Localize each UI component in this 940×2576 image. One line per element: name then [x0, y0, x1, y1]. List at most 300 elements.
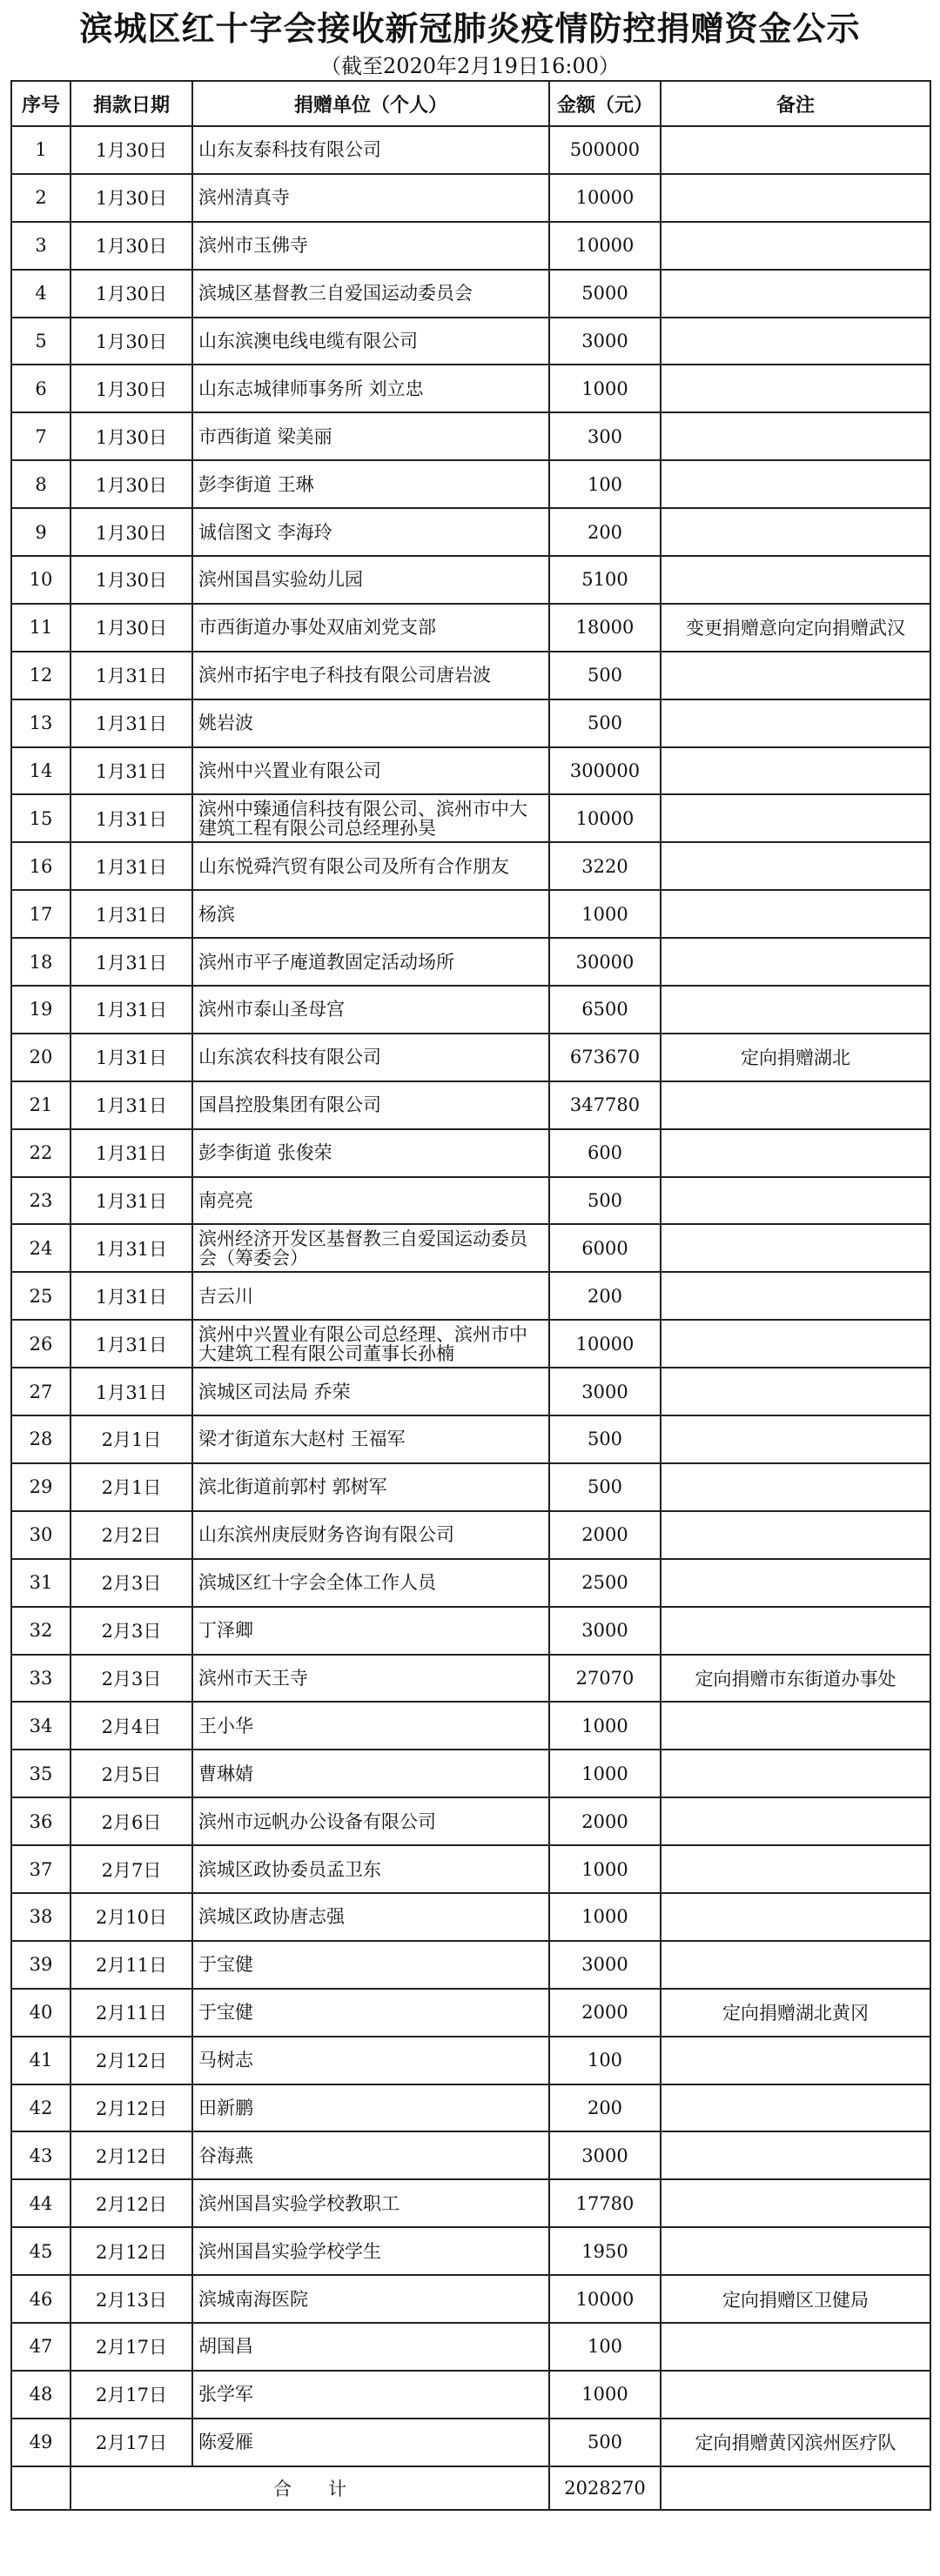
row-date-cell: 2月17日	[70, 2419, 192, 2466]
table-row	[11, 222, 930, 270]
row-amount-cell: 6000	[549, 1224, 661, 1272]
row-donor-cell: 滨州中兴置业有限公司总经理、滨州市中大建筑工程有限公司董事长孙楠	[192, 1320, 549, 1368]
row-no-cell: 9	[11, 508, 70, 556]
row-date-cell: 2月4日	[70, 1702, 192, 1750]
row-note-cell	[661, 938, 930, 986]
table-row	[11, 126, 930, 174]
row-amount-cell: 500000	[549, 126, 661, 174]
table-row	[11, 2371, 930, 2419]
row-no-cell: 48	[11, 2371, 70, 2419]
table-row	[11, 938, 930, 986]
row-no-cell: 31	[11, 1559, 70, 1607]
row-no-cell: 27	[11, 1368, 70, 1415]
row-amount-cell: 2000	[549, 1797, 661, 1845]
row-note-cell: 定向捐赠湖北	[661, 1034, 930, 1081]
row-note-cell	[661, 986, 930, 1034]
row-amount-cell: 600	[549, 1129, 661, 1177]
row-donor-cell: 滨州中兴置业有限公司	[192, 747, 549, 795]
row-amount-cell: 500	[549, 1415, 661, 1463]
row-donor-cell: 滨州市平子庵道教固定活动场所	[192, 938, 549, 986]
row-date-cell: 2月1日	[70, 1463, 192, 1511]
row-date-cell: 1月31日	[70, 1224, 192, 1272]
row-donor-cell: 吉云川	[192, 1272, 549, 1320]
row-note-cell	[661, 1845, 930, 1893]
table-row	[11, 2179, 930, 2227]
row-note-cell	[661, 794, 930, 842]
row-note-cell	[661, 2179, 930, 2227]
row-note-cell	[661, 1607, 930, 1655]
row-donor-cell: 滨州国昌实验幼儿园	[192, 556, 549, 604]
row-amount-cell: 5000	[549, 270, 661, 318]
row-amount-cell: 1000	[549, 1845, 661, 1893]
table-row	[11, 1893, 930, 1941]
row-donor-cell: 山东友泰科技有限公司	[192, 126, 549, 174]
header-donor: 捐赠单位（个人）	[192, 81, 549, 126]
row-no-cell: 11	[11, 604, 70, 652]
row-no-cell: 14	[11, 747, 70, 795]
table-body	[11, 126, 930, 2466]
row-date-cell: 1月30日	[70, 222, 192, 270]
row-amount-cell: 3000	[549, 1607, 661, 1655]
row-no-cell: 3	[11, 222, 70, 270]
row-amount-cell: 10000	[549, 222, 661, 270]
total-no-cell	[11, 2466, 70, 2510]
row-no-cell: 35	[11, 1750, 70, 1797]
row-note-cell	[661, 1129, 930, 1177]
row-no-cell: 40	[11, 1989, 70, 2037]
row-donor-cell: 诚信图文 李海玲	[192, 508, 549, 556]
row-note-cell	[661, 318, 930, 365]
row-no-cell: 8	[11, 460, 70, 508]
table-row	[11, 412, 930, 460]
row-note-cell	[661, 2131, 930, 2179]
row-amount-cell: 500	[549, 2419, 661, 2466]
row-note-cell	[661, 1797, 930, 1845]
row-amount-cell: 30000	[549, 938, 661, 986]
row-amount-cell: 200	[549, 1272, 661, 1320]
row-donor-cell: 市西街道办事处双庙刘党支部	[192, 604, 549, 652]
row-amount-cell: 100	[549, 2323, 661, 2371]
row-amount-cell: 2500	[549, 1559, 661, 1607]
row-no-cell: 41	[11, 2037, 70, 2084]
row-donor-cell: 陈爱雁	[192, 2419, 549, 2466]
table-row	[11, 1177, 930, 1225]
row-donor-cell: 滨城南海医院	[192, 2275, 549, 2323]
row-date-cell: 2月12日	[70, 2037, 192, 2084]
row-note-cell	[661, 1415, 930, 1463]
row-date-cell: 2月5日	[70, 1750, 192, 1797]
row-note-cell	[661, 1702, 930, 1750]
row-date-cell: 1月30日	[70, 460, 192, 508]
row-date-cell: 2月11日	[70, 1989, 192, 2037]
row-amount-cell: 347780	[549, 1081, 661, 1129]
row-no-cell: 43	[11, 2131, 70, 2179]
page-title: 滨城区红十字会接收新冠肺炎疫情防控捐赠资金公示	[79, 9, 861, 48]
table-row	[11, 2275, 930, 2323]
row-amount-cell: 6500	[549, 986, 661, 1034]
table-row	[11, 1368, 930, 1415]
row-donor-cell: 彭李街道 王琳	[192, 460, 549, 508]
table-row	[11, 890, 930, 938]
row-note-cell	[661, 1272, 930, 1320]
table-row	[11, 365, 930, 412]
row-no-cell: 4	[11, 270, 70, 318]
table-row	[11, 460, 930, 508]
table-row	[11, 1702, 930, 1750]
row-no-cell: 30	[11, 1511, 70, 1559]
row-date-cell: 1月30日	[70, 508, 192, 556]
row-date-cell: 1月31日	[70, 986, 192, 1034]
row-amount-cell: 5100	[549, 556, 661, 604]
row-amount-cell: 1950	[549, 2227, 661, 2275]
row-date-cell: 2月13日	[70, 2275, 192, 2323]
table-row	[11, 1463, 930, 1511]
row-no-cell: 10	[11, 556, 70, 604]
row-no-cell: 19	[11, 986, 70, 1034]
row-amount-cell: 673670	[549, 1034, 661, 1081]
row-no-cell: 45	[11, 2227, 70, 2275]
row-no-cell: 42	[11, 2084, 70, 2132]
row-no-cell: 25	[11, 1272, 70, 1320]
row-date-cell: 1月31日	[70, 699, 192, 747]
row-no-cell: 34	[11, 1702, 70, 1750]
table-row	[11, 508, 930, 556]
row-date-cell: 1月30日	[70, 174, 192, 222]
row-no-cell: 22	[11, 1129, 70, 1177]
table-row	[11, 1797, 930, 1845]
row-no-cell: 33	[11, 1655, 70, 1703]
row-donor-cell: 胡国昌	[192, 2323, 549, 2371]
row-amount-cell: 500	[549, 1177, 661, 1225]
row-date-cell: 1月31日	[70, 1129, 192, 1177]
row-note-cell	[661, 652, 930, 699]
row-note-cell	[661, 2323, 930, 2371]
row-date-cell: 1月31日	[70, 747, 192, 795]
row-donor-cell: 马树志	[192, 2037, 549, 2084]
row-note-cell	[661, 2227, 930, 2275]
table-row	[11, 2227, 930, 2275]
header-amount: 金额（元）	[549, 81, 661, 126]
table-row	[11, 1081, 930, 1129]
row-amount-cell: 1000	[549, 1750, 661, 1797]
row-note-cell	[661, 174, 930, 222]
row-donor-cell: 南亮亮	[192, 1177, 549, 1225]
row-no-cell: 44	[11, 2179, 70, 2227]
row-date-cell: 1月31日	[70, 890, 192, 938]
table-row	[11, 174, 930, 222]
row-amount-cell: 10000	[549, 794, 661, 842]
row-amount-cell: 500	[549, 652, 661, 699]
total-note-cell	[661, 2466, 930, 2510]
header-note: 备注	[661, 81, 930, 126]
row-donor-cell: 姚岩波	[192, 699, 549, 747]
row-date-cell: 1月30日	[70, 556, 192, 604]
row-note-cell: 变更捐赠意向定向捐赠武汉	[661, 604, 930, 652]
row-donor-cell: 山东悦舜汽贸有限公司及所有合作朋友	[192, 842, 549, 890]
row-note-cell	[661, 1320, 930, 1368]
row-no-cell: 37	[11, 1845, 70, 1893]
table-row	[11, 2084, 930, 2132]
row-amount-cell: 3220	[549, 842, 661, 890]
row-date-cell: 2月17日	[70, 2323, 192, 2371]
row-date-cell: 2月6日	[70, 1797, 192, 1845]
row-donor-cell: 滨州市泰山圣母宫	[192, 986, 549, 1034]
row-note-cell	[661, 699, 930, 747]
row-donor-cell: 于宝健	[192, 1989, 549, 2037]
row-amount-cell: 3000	[549, 2131, 661, 2179]
row-donor-cell: 滨州国昌实验学校学生	[192, 2227, 549, 2275]
row-no-cell: 16	[11, 842, 70, 890]
row-date-cell: 2月7日	[70, 1845, 192, 1893]
row-date-cell: 1月30日	[70, 604, 192, 652]
row-amount-cell: 3000	[549, 318, 661, 365]
table-row	[11, 270, 930, 318]
table-row	[11, 556, 930, 604]
table-row	[11, 1607, 930, 1655]
row-no-cell: 15	[11, 794, 70, 842]
row-donor-cell: 市西街道 梁美丽	[192, 412, 549, 460]
table-row	[11, 1034, 930, 1081]
table-row	[11, 1224, 930, 1272]
row-donor-cell: 滨州市拓宇电子科技有限公司唐岩波	[192, 652, 549, 699]
row-amount-cell: 3000	[549, 1941, 661, 1989]
row-note-cell	[661, 365, 930, 412]
page-subtitle: （截至2020年2月19日16:00）	[319, 54, 621, 78]
row-date-cell: 1月30日	[70, 270, 192, 318]
row-note-cell	[661, 222, 930, 270]
table-row	[11, 2323, 930, 2371]
row-note-cell	[661, 2371, 930, 2419]
row-no-cell: 13	[11, 699, 70, 747]
row-note-cell	[661, 890, 930, 938]
row-date-cell: 2月3日	[70, 1607, 192, 1655]
row-note-cell	[661, 1511, 930, 1559]
row-amount-cell: 1000	[549, 1893, 661, 1941]
row-donor-cell: 滨城区政协委员孟卫东	[192, 1845, 549, 1893]
table-row	[11, 1845, 930, 1893]
row-date-cell: 2月12日	[70, 2179, 192, 2227]
row-amount-cell: 100	[549, 460, 661, 508]
table-row	[11, 1941, 930, 1989]
row-donor-cell: 山东滨州庚辰财务咨询有限公司	[192, 1511, 549, 1559]
row-date-cell: 1月31日	[70, 1320, 192, 1368]
table-row	[11, 794, 930, 842]
row-donor-cell: 滨州市玉佛寺	[192, 222, 549, 270]
row-no-cell: 5	[11, 318, 70, 365]
total-label: 合 计	[70, 2466, 549, 2510]
header-no: 序号	[11, 81, 70, 126]
row-date-cell: 2月3日	[70, 1559, 192, 1607]
row-donor-cell: 山东滨澳电线电缆有限公司	[192, 318, 549, 365]
row-note-cell	[661, 1559, 930, 1607]
table-row	[11, 2131, 930, 2179]
table-row	[11, 2037, 930, 2084]
table-row	[11, 1559, 930, 1607]
row-amount-cell: 1000	[549, 2371, 661, 2419]
row-donor-cell: 田新鹏	[192, 2084, 549, 2132]
row-date-cell: 1月31日	[70, 1034, 192, 1081]
row-amount-cell: 300	[549, 412, 661, 460]
table-row	[11, 1415, 930, 1463]
table-row	[11, 1511, 930, 1559]
table-row	[11, 699, 930, 747]
row-donor-cell: 张学军	[192, 2371, 549, 2419]
row-note-cell	[661, 842, 930, 890]
row-no-cell: 39	[11, 1941, 70, 1989]
row-no-cell: 2	[11, 174, 70, 222]
header-date: 捐款日期	[70, 81, 192, 126]
row-note-cell	[661, 1081, 930, 1129]
row-amount-cell: 200	[549, 508, 661, 556]
row-amount-cell: 2000	[549, 1989, 661, 2037]
row-donor-cell: 滨城区红十字会全体工作人员	[192, 1559, 549, 1607]
row-note-cell	[661, 126, 930, 174]
row-donor-cell: 山东志城律师事务所 刘立忠	[192, 365, 549, 412]
row-note-cell	[661, 2084, 930, 2132]
row-donor-cell: 谷海燕	[192, 2131, 549, 2179]
row-note-cell: 定向捐赠湖北黄冈	[661, 1989, 930, 2037]
row-no-cell: 38	[11, 1893, 70, 1941]
row-donor-cell: 滨北街道前郭村 郭树军	[192, 1463, 549, 1511]
row-amount-cell: 500	[549, 1463, 661, 1511]
table-row	[11, 1989, 930, 2037]
table-row	[11, 747, 930, 795]
table-row	[11, 1129, 930, 1177]
row-no-cell: 26	[11, 1320, 70, 1368]
row-date-cell: 1月31日	[70, 652, 192, 699]
row-no-cell: 7	[11, 412, 70, 460]
row-amount-cell: 1000	[549, 890, 661, 938]
row-amount-cell: 10000	[549, 1320, 661, 1368]
row-date-cell: 1月31日	[70, 1272, 192, 1320]
table-row	[11, 318, 930, 365]
row-donor-cell: 山东滨农科技有限公司	[192, 1034, 549, 1081]
row-date-cell: 2月12日	[70, 2131, 192, 2179]
table-row	[11, 1655, 930, 1703]
row-donor-cell: 滨城区司法局 乔荣	[192, 1368, 549, 1415]
row-no-cell: 12	[11, 652, 70, 699]
row-note-cell	[661, 556, 930, 604]
row-amount-cell: 500	[549, 699, 661, 747]
table-row	[11, 2419, 930, 2466]
row-donor-cell: 滨州国昌实验学校教职工	[192, 2179, 549, 2227]
row-no-cell: 49	[11, 2419, 70, 2466]
row-date-cell: 1月30日	[70, 412, 192, 460]
row-note-cell: 定向捐赠黄冈滨州医疗队	[661, 2419, 930, 2466]
row-date-cell: 1月31日	[70, 794, 192, 842]
row-amount-cell: 1000	[549, 1702, 661, 1750]
row-donor-cell: 曹琳婧	[192, 1750, 549, 1797]
row-donor-cell: 梁才街道东大赵村 王福军	[192, 1415, 549, 1463]
row-no-cell: 6	[11, 365, 70, 412]
table-header-row	[11, 81, 930, 126]
row-date-cell: 1月31日	[70, 842, 192, 890]
row-note-cell	[661, 1893, 930, 1941]
row-note-cell	[661, 460, 930, 508]
row-amount-cell: 2000	[549, 1511, 661, 1559]
row-date-cell: 2月11日	[70, 1941, 192, 1989]
row-date-cell: 2月2日	[70, 1511, 192, 1559]
row-donor-cell: 杨滨	[192, 890, 549, 938]
row-note-cell: 定向捐赠区卫健局	[661, 2275, 930, 2323]
row-donor-cell: 国昌控股集团有限公司	[192, 1081, 549, 1129]
row-date-cell: 1月30日	[70, 126, 192, 174]
row-date-cell: 2月10日	[70, 1893, 192, 1941]
row-donor-cell: 彭李街道 张俊荣	[192, 1129, 549, 1177]
row-note-cell	[661, 412, 930, 460]
row-note-cell	[661, 1224, 930, 1272]
row-note-cell	[661, 508, 930, 556]
row-no-cell: 1	[11, 126, 70, 174]
row-donor-cell: 滨州中臻通信科技有限公司、滨州市中大建筑工程有限公司总经理孙昊	[192, 794, 549, 842]
table-row	[11, 1320, 930, 1368]
row-donor-cell: 滨城区政协唐志强	[192, 1893, 549, 1941]
row-note-cell	[661, 2037, 930, 2084]
row-date-cell: 1月31日	[70, 1368, 192, 1415]
row-amount-cell: 200	[549, 2084, 661, 2132]
row-donor-cell: 丁泽卿	[192, 1607, 549, 1655]
row-no-cell: 46	[11, 2275, 70, 2323]
row-amount-cell: 3000	[549, 1368, 661, 1415]
row-note-cell	[661, 1750, 930, 1797]
row-amount-cell: 300000	[549, 747, 661, 795]
row-amount-cell: 100	[549, 2037, 661, 2084]
row-donor-cell: 滨州市远帆办公设备有限公司	[192, 1797, 549, 1845]
row-note-cell	[661, 270, 930, 318]
table-row	[11, 1750, 930, 1797]
row-donor-cell: 王小华	[192, 1702, 549, 1750]
table-row	[11, 652, 930, 699]
row-date-cell: 1月30日	[70, 365, 192, 412]
row-no-cell: 23	[11, 1177, 70, 1225]
row-no-cell: 36	[11, 1797, 70, 1845]
row-amount-cell: 1000	[549, 365, 661, 412]
row-no-cell: 17	[11, 890, 70, 938]
row-amount-cell: 10000	[549, 2275, 661, 2323]
table-row	[11, 604, 930, 652]
row-no-cell: 20	[11, 1034, 70, 1081]
row-note-cell	[661, 1368, 930, 1415]
total-row	[11, 2466, 930, 2510]
donation-table	[10, 80, 931, 2511]
row-amount-cell: 17780	[549, 2179, 661, 2227]
table-row	[11, 1272, 930, 1320]
row-donor-cell: 滨州经济开发区基督教三自爱国运动委员会（筹委会）	[192, 1224, 549, 1272]
row-date-cell: 1月31日	[70, 1177, 192, 1225]
row-no-cell: 29	[11, 1463, 70, 1511]
row-donor-cell: 于宝健	[192, 1941, 549, 1989]
row-date-cell: 2月17日	[70, 2371, 192, 2419]
table-row	[11, 842, 930, 890]
total-amount: 2028270	[549, 2466, 661, 2510]
row-donor-cell: 滨州清真寺	[192, 174, 549, 222]
row-date-cell: 2月12日	[70, 2227, 192, 2275]
row-donor-cell: 滨州市天王寺	[192, 1655, 549, 1703]
row-no-cell: 24	[11, 1224, 70, 1272]
row-amount-cell: 10000	[549, 174, 661, 222]
row-date-cell: 2月3日	[70, 1655, 192, 1703]
row-date-cell: 1月31日	[70, 1081, 192, 1129]
row-no-cell: 28	[11, 1415, 70, 1463]
row-no-cell: 32	[11, 1607, 70, 1655]
row-no-cell: 47	[11, 2323, 70, 2371]
row-date-cell: 2月12日	[70, 2084, 192, 2132]
row-no-cell: 18	[11, 938, 70, 986]
row-date-cell: 1月31日	[70, 938, 192, 986]
row-amount-cell: 18000	[549, 604, 661, 652]
row-no-cell: 21	[11, 1081, 70, 1129]
row-donor-cell: 滨城区基督教三自爱国运动委员会	[192, 270, 549, 318]
